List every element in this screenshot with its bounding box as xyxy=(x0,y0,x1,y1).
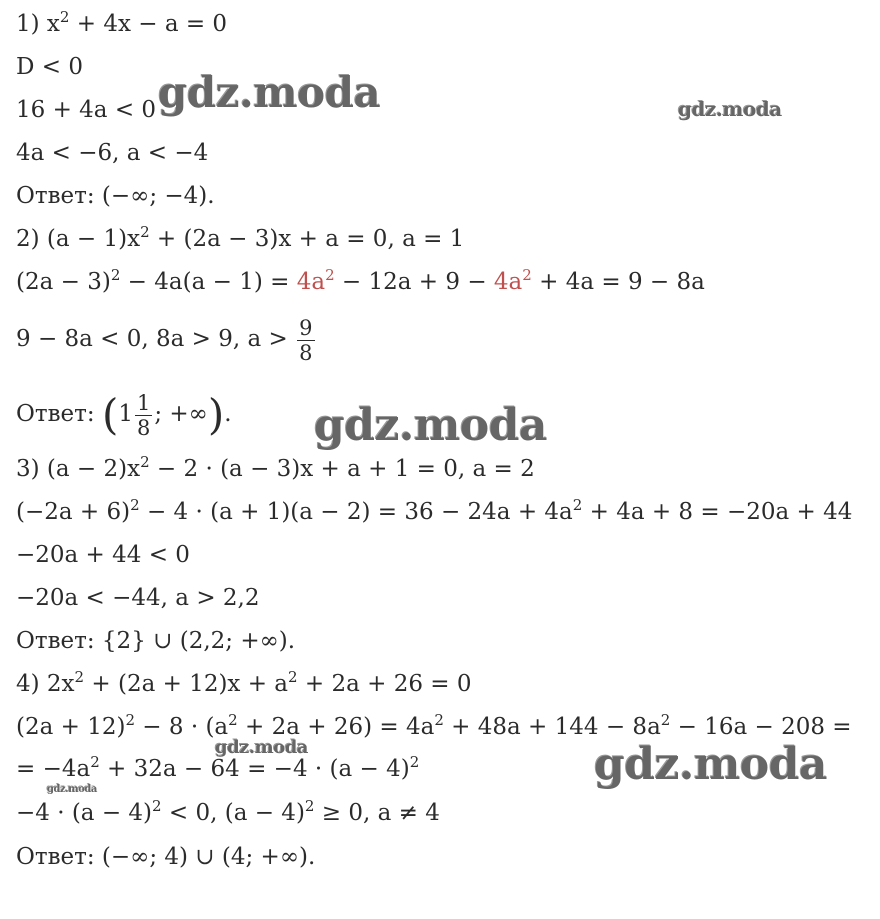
problem-4-discriminant: $(2a + 12)^2 - 8 \cdot (a^2 + 2a + 26) = 4a^2 + 48a + 144 - 8a^2 - 16a - 208$ = xyxy=(16,711,852,740)
problem-4-answer: Ответ: (−∞; 4) ∪ (4; +∞). xyxy=(16,844,316,870)
problem-2-discriminant: $(2a - 3)^2 - 4a(a - 1) = 4a^2 - 12a + 9 - 4a^2 + 4a = 9 - 8a$ xyxy=(16,266,705,295)
problem-3-equation: 3) $(a - 2)x^2 - 2 \cdot (a - 3)x + a + 1 = 0$, a = 2 xyxy=(16,453,535,482)
problem-3-line-3: −20a + 44 < 0 xyxy=(16,542,190,568)
problem-4-simplified: = $-4a^2 + 32a - 64 = -4 \cdot (a - 4)^2$ xyxy=(16,753,420,782)
problem-1-answer: Ответ: (−∞; −4). xyxy=(16,183,215,209)
mixed-fraction: $\frac{1}{8}$ xyxy=(136,390,151,440)
problem-1-line-4: 4a < −6, a < −4 xyxy=(16,140,209,166)
watermark-logo: gdz.moda xyxy=(158,68,381,117)
watermark-logo: gdz.moda xyxy=(678,97,782,121)
problem-1-line-3: 16 + 4a < 0 xyxy=(16,97,157,123)
fraction-9-8: $\frac{9}{8}$ xyxy=(299,315,313,365)
cancel-term-1: $4a^2$ xyxy=(296,266,335,295)
problem-4-inequality: $-4 \cdot (a - 4)^2 < 0$, $(a - 4)^2 \ge 0$, a ≠ 4 xyxy=(16,797,440,826)
problem-1-line-2: D < 0 xyxy=(16,54,83,80)
problem-3-discriminant: $(-2a + 6)^2 - 4 \cdot (a + 1)(a - 2) = 36 - 24a + 4a^2 + 4a + 8 = -20a + 44$ xyxy=(16,496,853,525)
cancel-term-2: $4a^2$ xyxy=(493,266,532,295)
watermark-logo: gdz.moda xyxy=(594,739,828,790)
watermark-logo: gdz.moda xyxy=(215,737,308,758)
problem-4-equation: 4) $2x^2 + (2a + 12)x + a^2 + 2a + 26 = 0$ xyxy=(16,668,472,697)
watermark-logo: gdz.moda xyxy=(47,784,97,795)
problem-1-equation: 1) $x^2 + 4x - a = 0$ xyxy=(16,8,228,37)
problem-3-line-4: −20a < −44, a > 2,2 xyxy=(16,585,260,611)
watermark-logo: gdz.moda xyxy=(314,400,548,451)
problem-2-equation: 2) $(a - 1)x^2 + (2a - 3)x + a = 0$, a = 1 xyxy=(16,223,465,252)
problem-3-answer: Ответ: {2} ∪ (2,2; +∞). xyxy=(16,628,296,654)
problem-2-answer: Ответ: (1 $\frac{1}{8}$ ; +∞). xyxy=(16,390,232,440)
problem-2-inequality: 9 − 8a < 0, 8a > 9, a > $\frac{9}{8}$ xyxy=(16,315,313,365)
